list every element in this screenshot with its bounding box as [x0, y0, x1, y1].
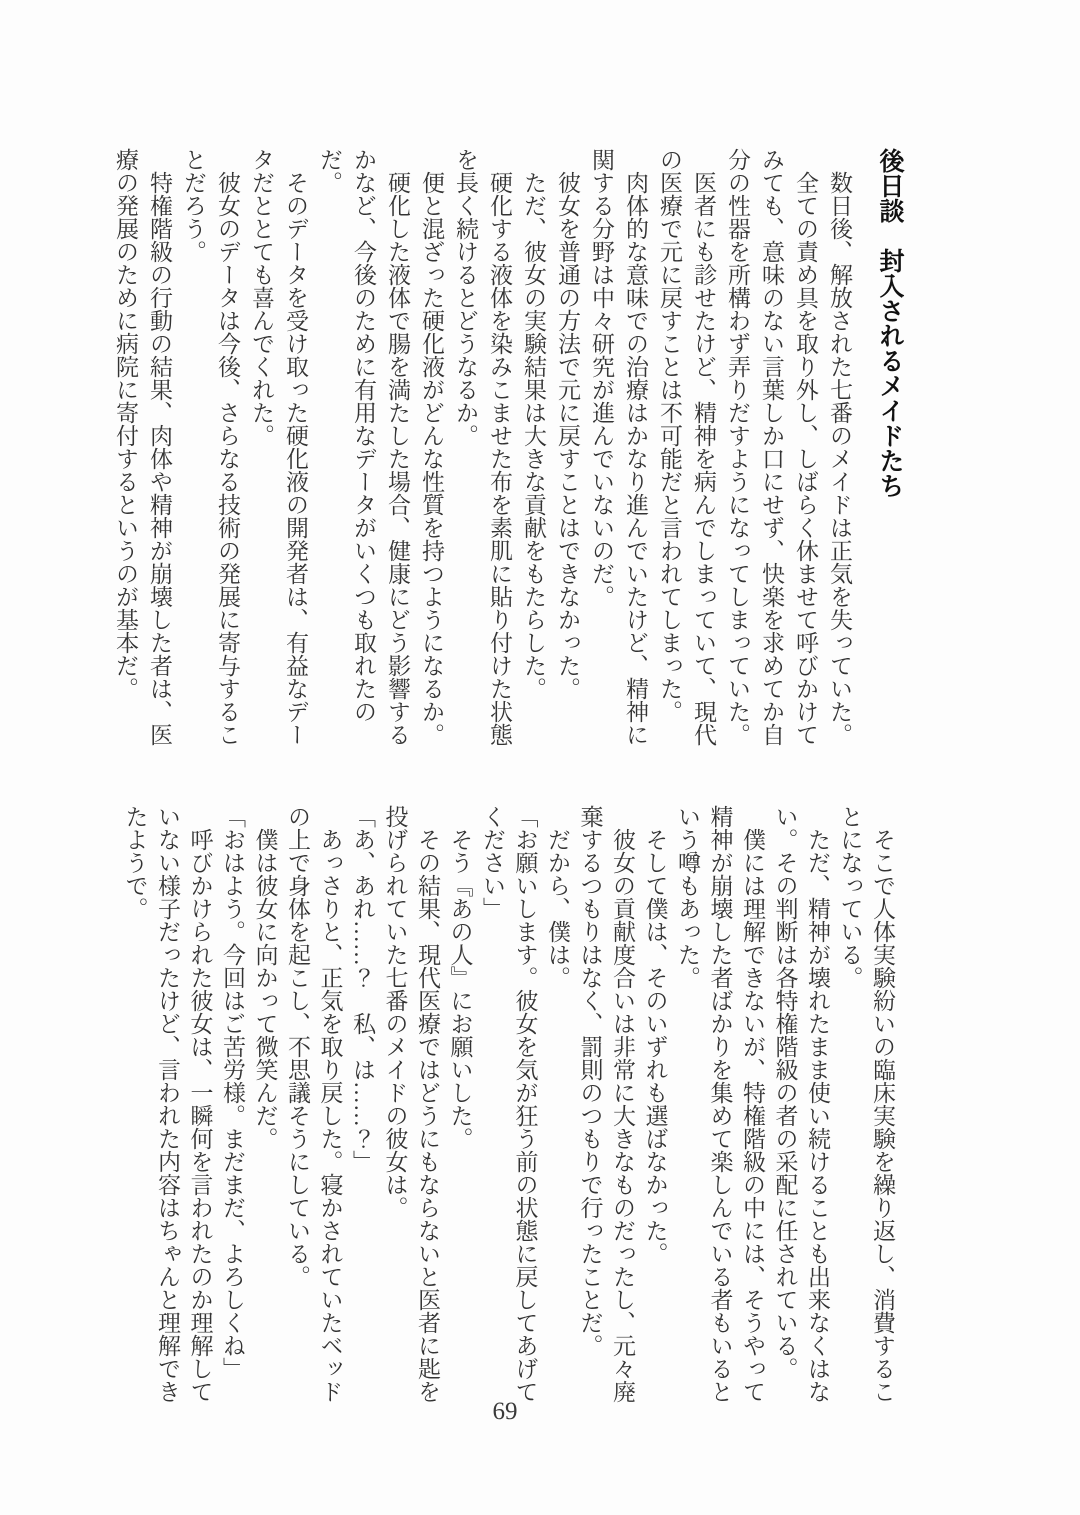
- story-section-bottom: [118, 805, 898, 1405]
- story-title: 後日談 封入されるメイドたち: [876, 148, 904, 498]
- paragraph: 便と混ざった硬化液がどんな性質を持つようになるか。: [419, 171, 444, 746]
- paragraph: 僕には理解できないが、特権階級の中には、そうやって精神が崩壊した者ばかりを集めて楽しんでいる者もいるという噂もあった。: [675, 805, 765, 1403]
- paragraph: 僕は彼女に向かって微笑んだ。: [252, 828, 278, 1150]
- paragraph: 彼女を普通の方法で元に戻すことはできなかった。: [555, 171, 580, 700]
- paragraph: 呼びかけられた彼女は、一瞬何を言われたのか理解していない様子だったけど、言われた内容はちゃんと理解できたようで。: [122, 805, 213, 1403]
- story-section-top: [108, 148, 910, 748]
- paragraph: 特権階級の行動の結果、肉体や精神が崩壊した者は、医療の発展のために病院に寄付するというのが基本だ。: [113, 148, 172, 746]
- paragraph: 硬化した液体で腸を満たした場合、健康にどう影響するかなど、今後のために有用なデータがいくつも取れたのだ。: [317, 148, 410, 746]
- paragraph: 全ての責め具を取り外し、しばらく休ませて呼びかけてみても、意味のない言葉しか口にせず、快楽を求めてか自分の性器を所構わず弄りだすようになってしまっていた。: [725, 148, 818, 746]
- paragraph: そして僕は、そのいずれも選ばなかった。: [642, 828, 668, 1265]
- paragraph: あっさりと、正気を取り戻した。寝かされていたベッドの上で身体を起こし、不思議そうにしている。: [285, 805, 343, 1403]
- paragraph: そう『あの人』にお願いした。: [447, 828, 473, 1150]
- paragraph: その結果、現代医療ではどうにもならないと医者に匙を投げられていた七番のメイドの彼女は。: [382, 805, 440, 1403]
- paragraph: 彼女の貢献度合いは非常に大きなものだったし、元々廃棄するつもりはなく、罰則のつもりで行ったことだ。: [577, 805, 635, 1403]
- paragraph: 「おはよう。今回はご苦労様。まだまだ、よろしくね」: [220, 805, 245, 1380]
- paragraph: 数日後、解放された七番のメイドは正気を失っていた。: [827, 171, 852, 746]
- paragraph: ただ、彼女の実験結果は大きな貢献をもたらした。: [521, 171, 546, 700]
- page-number: 69: [492, 1398, 518, 1425]
- paragraph: 肉体的な意味での治療はかなり進んでいたけど、精神に関する分野は中々研究が進んでいないのだ。: [589, 148, 648, 746]
- paragraph: 医者にも診せたけど、精神を病んでしまっていて、現代の医療で元に戻すことは不可能だと言われてしまった。: [657, 148, 716, 746]
- paragraph: 「あ、あれ……？ 私、は……？」: [350, 805, 375, 1173]
- paragraph: そのデータを受け取った硬化液の開発者は、有益なデータだととても喜んでくれた。: [249, 148, 308, 746]
- paragraph: 「お願いします。彼女を気が狂う前の状態に戻してあげてください」: [480, 805, 538, 1403]
- paragraph: 硬化する液体を染みこませた布を素肌に貼り付けた状態を長く続けるとどうなるか。: [453, 148, 512, 746]
- paragraph: だから、僕は。: [545, 828, 570, 989]
- paragraph: 彼女のデータは今後、さらなる技術の発展に寄与することだろう。: [181, 148, 240, 746]
- paragraph: ただ、精神が壊れたまま使い続けることも出来なくはない。その判断は各特権階級の者の采配に任されている。: [772, 805, 830, 1403]
- paragraph: そこで人体実験紛いの臨床実験を繰り返し、消費することになっている。: [837, 805, 895, 1403]
